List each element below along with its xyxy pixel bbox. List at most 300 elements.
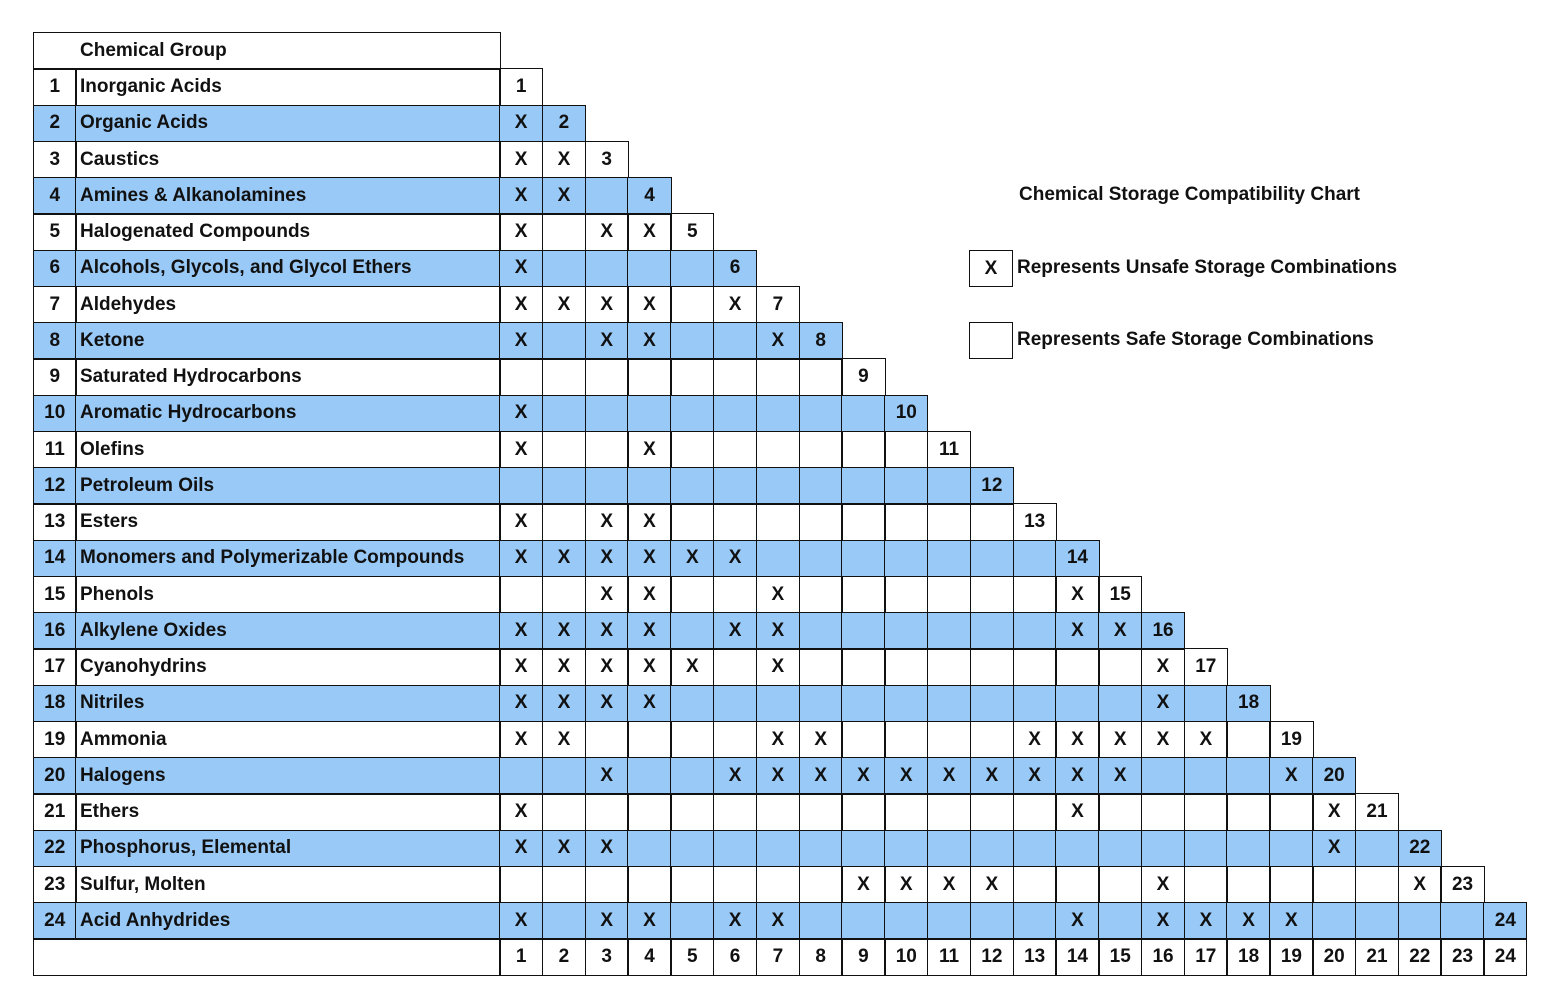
row-name: Acid Anhydrides [75, 902, 501, 940]
unsafe-mark: X [799, 721, 843, 759]
safe-cell [627, 757, 671, 795]
column-number: 4 [627, 938, 671, 976]
safe-cell [1013, 612, 1057, 650]
unsafe-mark: X [585, 648, 629, 686]
unsafe-mark: X [627, 685, 671, 723]
unsafe-mark: X [799, 757, 843, 795]
safe-cell [1269, 793, 1313, 831]
unsafe-mark: X [627, 576, 671, 614]
safe-cell [713, 395, 757, 433]
diagonal-label: 20 [1312, 757, 1356, 795]
safe-cell [713, 830, 757, 868]
unsafe-mark: X [1269, 757, 1313, 795]
unsafe-mark: X [1141, 866, 1185, 904]
unsafe-mark: X [499, 793, 543, 831]
unsafe-mark: X [1098, 612, 1142, 650]
diagonal-label: 10 [884, 395, 928, 433]
safe-cell [542, 395, 586, 433]
safe-cell [585, 431, 629, 469]
safe-cell [756, 793, 800, 831]
safe-cell [1013, 540, 1057, 578]
row-number: 3 [33, 141, 77, 179]
unsafe-mark: X [627, 612, 671, 650]
safe-cell [970, 612, 1014, 650]
safe-cell [1355, 902, 1399, 940]
safe-cell [585, 358, 629, 396]
diagonal-label: 7 [756, 286, 800, 324]
column-number: 14 [1055, 938, 1099, 976]
safe-cell [670, 503, 714, 541]
unsafe-mark: X [884, 757, 928, 795]
unsafe-mark: X [713, 902, 757, 940]
diagonal-label: 11 [927, 431, 971, 469]
column-number: 1 [499, 938, 543, 976]
safe-cell [1013, 793, 1057, 831]
row-number: 16 [33, 612, 77, 650]
unsafe-mark: X [499, 286, 543, 324]
unsafe-mark: X [1184, 902, 1228, 940]
unsafe-mark: X [585, 322, 629, 360]
unsafe-mark: X [841, 866, 885, 904]
row-name: Amines & Alkanolamines [75, 177, 501, 215]
unsafe-mark: X [499, 721, 543, 759]
safe-cell [927, 612, 971, 650]
unsafe-mark: X [1312, 793, 1356, 831]
safe-cell [884, 467, 928, 505]
unsafe-mark: X [499, 503, 543, 541]
row-name: Saturated Hydrocarbons [75, 358, 501, 396]
row-name: Inorganic Acids [75, 68, 501, 106]
safe-cell [542, 503, 586, 541]
safe-cell [499, 576, 543, 614]
column-number: 16 [1141, 938, 1185, 976]
safe-cell [884, 793, 928, 831]
safe-cell [542, 322, 586, 360]
safe-cell [970, 830, 1014, 868]
row-name: Sulfur, Molten [75, 866, 501, 904]
safe-cell [1226, 721, 1270, 759]
safe-cell [799, 685, 843, 723]
safe-cell [841, 540, 885, 578]
unsafe-mark: X [627, 213, 671, 251]
diagonal-label: 6 [713, 250, 757, 288]
header-cell: Chemical Group [33, 32, 501, 70]
safe-cell [713, 648, 757, 686]
unsafe-mark: X [1269, 902, 1313, 940]
row-name: Alkylene Oxides [75, 612, 501, 650]
row-name: Nitriles [75, 685, 501, 723]
unsafe-mark: X [927, 866, 971, 904]
column-number: 10 [884, 938, 928, 976]
row-number: 21 [33, 793, 77, 831]
footer-blank [33, 938, 501, 976]
diagonal-label: 13 [1013, 503, 1057, 541]
unsafe-mark: X [1013, 721, 1057, 759]
unsafe-mark: X [499, 902, 543, 940]
unsafe-mark: X [1013, 757, 1057, 795]
row-name: Caustics [75, 141, 501, 179]
safe-cell [799, 358, 843, 396]
column-number: 24 [1483, 938, 1527, 976]
unsafe-mark: X [499, 213, 543, 251]
row-number: 8 [33, 322, 77, 360]
safe-cell [884, 612, 928, 650]
row-name: Organic Acids [75, 105, 501, 143]
row-number: 12 [33, 467, 77, 505]
column-number: 12 [970, 938, 1014, 976]
row-name: Phenols [75, 576, 501, 614]
diagonal-label: 22 [1398, 830, 1442, 868]
safe-cell [627, 250, 671, 288]
safe-cell [841, 721, 885, 759]
unsafe-mark: X [756, 322, 800, 360]
row-number: 23 [33, 866, 77, 904]
safe-cell [927, 721, 971, 759]
unsafe-mark: X [585, 902, 629, 940]
safe-cell [799, 902, 843, 940]
diagonal-label: 5 [670, 213, 714, 251]
safe-cell [841, 612, 885, 650]
column-number: 13 [1013, 938, 1057, 976]
unsafe-mark: X [713, 286, 757, 324]
unsafe-mark: X [585, 757, 629, 795]
column-number: 2 [542, 938, 586, 976]
safe-cell [841, 793, 885, 831]
safe-cell [1184, 793, 1228, 831]
row-number: 9 [33, 358, 77, 396]
safe-cell [713, 721, 757, 759]
unsafe-mark: X [542, 830, 586, 868]
column-number: 3 [585, 938, 629, 976]
safe-cell [799, 467, 843, 505]
safe-cell [756, 685, 800, 723]
safe-cell [1184, 685, 1228, 723]
legend-safe-label: Represents Safe Storage Combinations [1017, 329, 1374, 350]
safe-cell [585, 250, 629, 288]
safe-cell [713, 866, 757, 904]
safe-cell [970, 721, 1014, 759]
row-number: 24 [33, 902, 77, 940]
unsafe-mark: X [756, 612, 800, 650]
safe-cell [970, 648, 1014, 686]
safe-cell [713, 431, 757, 469]
safe-cell [542, 793, 586, 831]
safe-cell [713, 576, 757, 614]
safe-cell [1013, 866, 1057, 904]
safe-cell [627, 866, 671, 904]
safe-cell [670, 830, 714, 868]
unsafe-mark: X [756, 902, 800, 940]
column-number: 11 [927, 938, 971, 976]
row-name: Ketone [75, 322, 501, 360]
unsafe-mark: X [627, 902, 671, 940]
unsafe-mark: X [1055, 612, 1099, 650]
diagonal-label: 18 [1226, 685, 1270, 723]
legend-safe-box [969, 322, 1013, 359]
safe-cell [713, 793, 757, 831]
unsafe-mark: X [542, 648, 586, 686]
safe-cell [927, 793, 971, 831]
safe-cell [799, 540, 843, 578]
unsafe-mark: X [542, 612, 586, 650]
row-number: 10 [33, 395, 77, 433]
safe-cell [1226, 757, 1270, 795]
safe-cell [884, 540, 928, 578]
column-number: 5 [670, 938, 714, 976]
column-number: 8 [799, 938, 843, 976]
safe-cell [927, 685, 971, 723]
safe-cell [542, 250, 586, 288]
unsafe-mark: X [542, 721, 586, 759]
safe-cell [670, 467, 714, 505]
safe-cell [884, 721, 928, 759]
unsafe-mark: X [756, 757, 800, 795]
unsafe-mark: X [1184, 721, 1228, 759]
safe-cell [585, 177, 629, 215]
unsafe-mark: X [542, 286, 586, 324]
unsafe-mark: X [884, 866, 928, 904]
unsafe-mark: X [627, 540, 671, 578]
safe-cell [670, 358, 714, 396]
unsafe-mark: X [585, 503, 629, 541]
column-number: 20 [1312, 938, 1356, 976]
unsafe-mark: X [713, 757, 757, 795]
safe-cell [756, 866, 800, 904]
column-number: 7 [756, 938, 800, 976]
unsafe-mark: X [970, 757, 1014, 795]
safe-cell [627, 395, 671, 433]
unsafe-mark: X [627, 648, 671, 686]
column-number: 23 [1440, 938, 1484, 976]
unsafe-mark: X [756, 721, 800, 759]
safe-cell [970, 576, 1014, 614]
row-name: Olefins [75, 431, 501, 469]
safe-cell [542, 866, 586, 904]
diagonal-label: 1 [499, 68, 543, 106]
unsafe-mark: X [499, 250, 543, 288]
safe-cell [884, 830, 928, 868]
diagonal-label: 17 [1184, 648, 1228, 686]
safe-cell [713, 358, 757, 396]
safe-cell [1098, 830, 1142, 868]
safe-cell [799, 830, 843, 868]
unsafe-mark: X [499, 648, 543, 686]
safe-cell [670, 395, 714, 433]
safe-cell [1013, 830, 1057, 868]
safe-cell [799, 503, 843, 541]
unsafe-mark: X [542, 685, 586, 723]
column-number: 15 [1098, 938, 1142, 976]
safe-cell [884, 902, 928, 940]
safe-cell [1013, 648, 1057, 686]
unsafe-mark: X [585, 286, 629, 324]
safe-cell [542, 757, 586, 795]
safe-cell [542, 358, 586, 396]
safe-cell [841, 685, 885, 723]
safe-cell [1055, 648, 1099, 686]
safe-cell [1312, 866, 1356, 904]
column-number: 22 [1398, 938, 1442, 976]
unsafe-mark: X [627, 431, 671, 469]
safe-cell [713, 467, 757, 505]
safe-cell [627, 830, 671, 868]
safe-cell [585, 467, 629, 505]
safe-cell [670, 576, 714, 614]
unsafe-mark: X [627, 286, 671, 324]
unsafe-mark: X [756, 576, 800, 614]
unsafe-mark: X [1141, 648, 1185, 686]
diagonal-label: 8 [799, 322, 843, 360]
unsafe-mark: X [756, 648, 800, 686]
safe-cell [799, 648, 843, 686]
row-number: 1 [33, 68, 77, 106]
row-number: 22 [33, 830, 77, 868]
safe-cell [1184, 866, 1228, 904]
unsafe-mark: X [841, 757, 885, 795]
safe-cell [841, 467, 885, 505]
safe-cell [1098, 902, 1142, 940]
unsafe-mark: X [499, 612, 543, 650]
unsafe-mark: X [542, 141, 586, 179]
safe-cell [670, 250, 714, 288]
safe-cell [970, 902, 1014, 940]
column-number: 18 [1226, 938, 1270, 976]
safe-cell [1440, 902, 1484, 940]
safe-cell [841, 503, 885, 541]
row-number: 6 [33, 250, 77, 288]
diagonal-label: 19 [1269, 721, 1313, 759]
row-name: Petroleum Oils [75, 467, 501, 505]
unsafe-mark: X [1141, 685, 1185, 723]
unsafe-mark: X [1141, 902, 1185, 940]
safe-cell [799, 866, 843, 904]
unsafe-mark: X [1055, 793, 1099, 831]
safe-cell [499, 358, 543, 396]
row-name: Ammonia [75, 721, 501, 759]
safe-cell [713, 503, 757, 541]
safe-cell [1226, 866, 1270, 904]
safe-cell [841, 431, 885, 469]
safe-cell [1355, 866, 1399, 904]
safe-cell [1013, 902, 1057, 940]
safe-cell [1098, 648, 1142, 686]
safe-cell [799, 576, 843, 614]
unsafe-mark: X [585, 685, 629, 723]
safe-cell [670, 612, 714, 650]
safe-cell [884, 576, 928, 614]
safe-cell [542, 467, 586, 505]
diagonal-label: 3 [585, 141, 629, 179]
safe-cell [756, 540, 800, 578]
safe-cell [1269, 866, 1313, 904]
diagonal-label: 21 [1355, 793, 1399, 831]
safe-cell [1013, 685, 1057, 723]
unsafe-mark: X [499, 141, 543, 179]
unsafe-mark: X [499, 540, 543, 578]
unsafe-mark: X [585, 540, 629, 578]
safe-cell [884, 648, 928, 686]
safe-cell [713, 322, 757, 360]
safe-cell [799, 793, 843, 831]
row-name: Esters [75, 503, 501, 541]
safe-cell [799, 612, 843, 650]
safe-cell [1398, 902, 1442, 940]
unsafe-mark: X [499, 830, 543, 868]
safe-cell [670, 685, 714, 723]
safe-cell [927, 902, 971, 940]
safe-cell [756, 830, 800, 868]
unsafe-mark: X [1098, 721, 1142, 759]
safe-cell [1098, 866, 1142, 904]
unsafe-mark: X [627, 322, 671, 360]
unsafe-mark: X [499, 395, 543, 433]
diagonal-label: 23 [1440, 866, 1484, 904]
safe-cell [756, 358, 800, 396]
safe-cell [542, 213, 586, 251]
row-number: 11 [33, 431, 77, 469]
safe-cell [841, 902, 885, 940]
safe-cell [542, 431, 586, 469]
row-name: Aldehydes [75, 286, 501, 324]
safe-cell [1226, 793, 1270, 831]
unsafe-mark: X [670, 648, 714, 686]
unsafe-mark: X [499, 322, 543, 360]
chart-title: Chemical Storage Compatibility Chart [1019, 184, 1361, 205]
safe-cell [970, 503, 1014, 541]
safe-cell [927, 830, 971, 868]
safe-cell [627, 721, 671, 759]
safe-cell [585, 793, 629, 831]
safe-cell [670, 793, 714, 831]
unsafe-mark: X [1055, 757, 1099, 795]
unsafe-mark: X [1226, 902, 1270, 940]
safe-cell [542, 902, 586, 940]
diagonal-label: 2 [542, 105, 586, 143]
safe-cell [927, 540, 971, 578]
safe-cell [927, 467, 971, 505]
safe-cell [670, 322, 714, 360]
unsafe-mark: X [1055, 576, 1099, 614]
safe-cell [1013, 576, 1057, 614]
column-number: 9 [841, 938, 885, 976]
unsafe-mark: X [927, 757, 971, 795]
row-number: 5 [33, 213, 77, 251]
row-name: Halogenated Compounds [75, 213, 501, 251]
row-name: Halogens [75, 757, 501, 795]
row-name: Phosphorus, Elemental [75, 830, 501, 868]
safe-cell [841, 648, 885, 686]
safe-cell [841, 395, 885, 433]
unsafe-mark: X [585, 830, 629, 868]
safe-cell [1098, 685, 1142, 723]
safe-cell [1055, 685, 1099, 723]
unsafe-mark: X [1398, 866, 1442, 904]
row-number: 7 [33, 286, 77, 324]
unsafe-mark: X [1055, 721, 1099, 759]
safe-cell [627, 358, 671, 396]
row-number: 15 [33, 576, 77, 614]
safe-cell [585, 866, 629, 904]
safe-cell [841, 576, 885, 614]
row-number: 14 [33, 540, 77, 578]
row-name: Ethers [75, 793, 501, 831]
safe-cell [756, 503, 800, 541]
row-number: 2 [33, 105, 77, 143]
safe-cell [1141, 757, 1185, 795]
safe-cell [1184, 830, 1228, 868]
safe-cell [1055, 830, 1099, 868]
unsafe-mark: X [499, 105, 543, 143]
